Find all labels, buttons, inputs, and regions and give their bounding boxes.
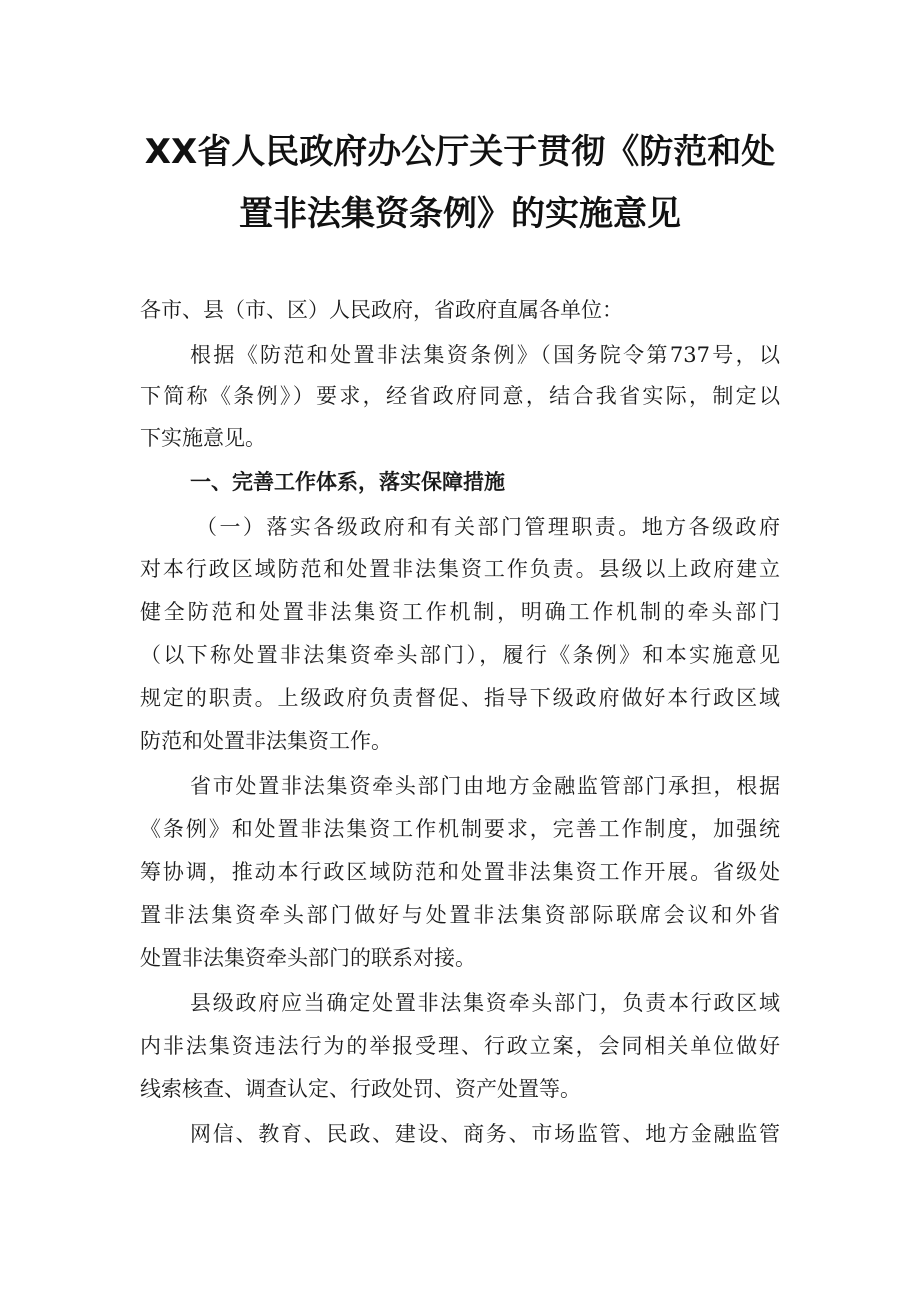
paragraph-1-line-1: 根据《防范和处置非法集资条例》（国务院令第737号，以 [190, 343, 780, 367]
paragraph-3-line-5: 处置非法集资牵头部门的联系对接。 [140, 946, 476, 970]
paragraph-4-line-1: 县级政府应当确定处置非法集资牵头部门，负责本行政区域 [190, 991, 780, 1015]
section-1-heading: 一、完善工作体系，落实保障措施 [190, 470, 505, 494]
document-title-line-2: 置非法集资条例》的实施意见 [239, 194, 681, 234]
document-title-line-1: XX省人民政府办公厅关于贯彻《防范和处 [144, 132, 776, 172]
paragraph-1-line-2: 下简称《条例》）要求，经省政府同意，结合我省实际，制定以 [140, 384, 780, 408]
paragraph-4-line-3: 线索核查、调查认定、行政处罚、资产处置等。 [140, 1077, 581, 1101]
paragraph-2-line-6: 防范和处置非法集资工作。 [140, 729, 392, 753]
paragraph-2-line-3: 健全防范和处置非法集资工作机制，明确工作机制的牵头部门 [140, 600, 780, 624]
paragraph-3-line-1: 省市处置非法集资牵头部门由地方金融监管部门承担，根据 [190, 774, 780, 798]
paragraph-3-line-3: 筹协调，推动本行政区域防范和处置非法集资工作开展。省级处 [140, 860, 780, 884]
paragraph-4-line-2: 内非法集资违法行为的举报受理、行政立案，会同相关单位做好 [140, 1034, 780, 1058]
paragraph-1-line-3: 下实施意见。 [140, 426, 266, 450]
paragraph-3-line-2: 《条例》和处置非法集资工作机制要求，完善工作制度，加强统 [140, 817, 780, 841]
salutation: 各市、县（市、区）人民政府，省政府直属各单位： [140, 298, 623, 322]
paragraph-3-line-4: 置非法集资牵头部门做好与处置非法集资部际联席会议和外省 [140, 903, 780, 927]
paragraph-5-line-1: 网信、教育、民政、建设、商务、市场监管、地方金融监管 [190, 1122, 780, 1146]
paragraph-2-line-5: 规定的职责。上级政府负责督促、指导下级政府做好本行政区域 [140, 686, 780, 710]
paragraph-2-line-4: （以下称处置非法集资牵头部门），履行《条例》和本实施意见 [140, 643, 780, 667]
paragraph-2-line-2: 对本行政区域防范和处置非法集资工作负责。县级以上政府建立 [140, 557, 780, 581]
paragraph-2-line-1: （一）落实各级政府和有关部门管理职责。地方各级政府 [196, 515, 780, 539]
